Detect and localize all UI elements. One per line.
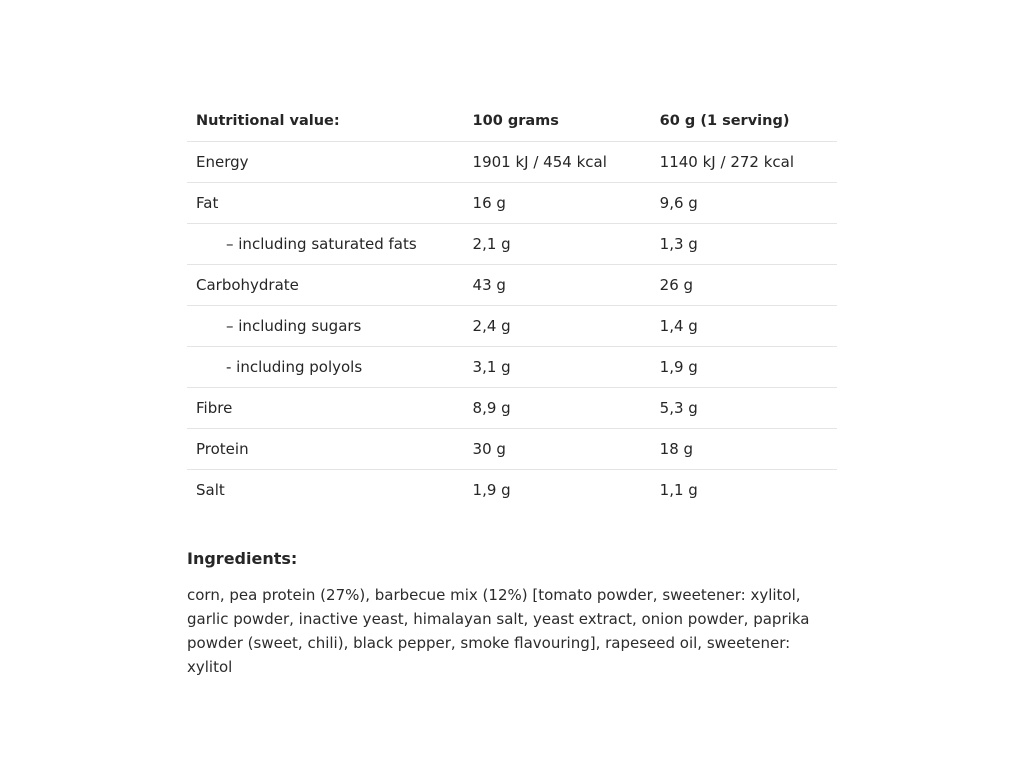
row-per100: 16 g: [464, 183, 651, 224]
row-per100: 3,1 g: [464, 347, 651, 388]
header-serving: 60 g (1 serving): [651, 101, 837, 142]
table-row: [187, 224, 837, 265]
row-label: Salt: [196, 481, 225, 499]
row-label: – including saturated fats: [187, 224, 464, 265]
row-serving: 18 g: [651, 429, 837, 470]
row-serving: 1,4 g: [651, 306, 837, 347]
row-per100: 8,9 g: [464, 388, 651, 429]
header-100-grams: 100 grams: [464, 101, 651, 142]
row-per100: 1,9 g: [472, 481, 511, 499]
table-row: [187, 265, 837, 306]
table-row: [187, 306, 837, 347]
table-row: [187, 388, 837, 429]
table-row: [187, 429, 837, 470]
row-label: Protein: [187, 429, 464, 470]
table-row: [187, 470, 837, 511]
nutrition-table: [187, 101, 837, 510]
row-per100: 2,4 g: [464, 306, 651, 347]
row-label: - including polyols: [187, 347, 464, 388]
header-nutritional-value: Nutritional value:: [187, 101, 464, 142]
row-label: – including sugars: [187, 306, 464, 347]
row-serving: 1,1 g: [659, 481, 698, 499]
row-serving: 1140 kJ / 272 kcal: [651, 142, 837, 183]
row-per100: 2,1 g: [464, 224, 651, 265]
row-per100: 1901 kJ / 454 kcal: [464, 142, 651, 183]
row-label: Energy: [187, 142, 464, 183]
ingredients-text: corn, pea protein (27%), barbecue mix (12%) [tomato powder, sweetener: xylitol, garlic powder, inactive yeast, himalayan salt, yeast extract, onion powder, paprika powder (sweet, chili), black pepper, smoke flavouring], rapeseed oil, sweetener: xylitol: [187, 586, 810, 676]
row-per100: 30 g: [464, 429, 651, 470]
row-label: Fat: [187, 183, 464, 224]
row-label: Fibre: [187, 388, 464, 429]
row-label: Carbohydrate: [187, 265, 464, 306]
row-serving: 1,9 g: [651, 347, 837, 388]
table-header-row: [187, 101, 837, 142]
row-serving: 26 g: [651, 265, 837, 306]
ingredients-heading: Ingredients:: [187, 549, 298, 568]
table-row: [187, 347, 837, 388]
row-serving: 5,3 g: [651, 388, 837, 429]
table-row: [187, 142, 837, 183]
table-row: [187, 183, 837, 224]
row-serving: 9,6 g: [651, 183, 837, 224]
row-per100: 43 g: [464, 265, 651, 306]
row-serving: 1,3 g: [651, 224, 837, 265]
